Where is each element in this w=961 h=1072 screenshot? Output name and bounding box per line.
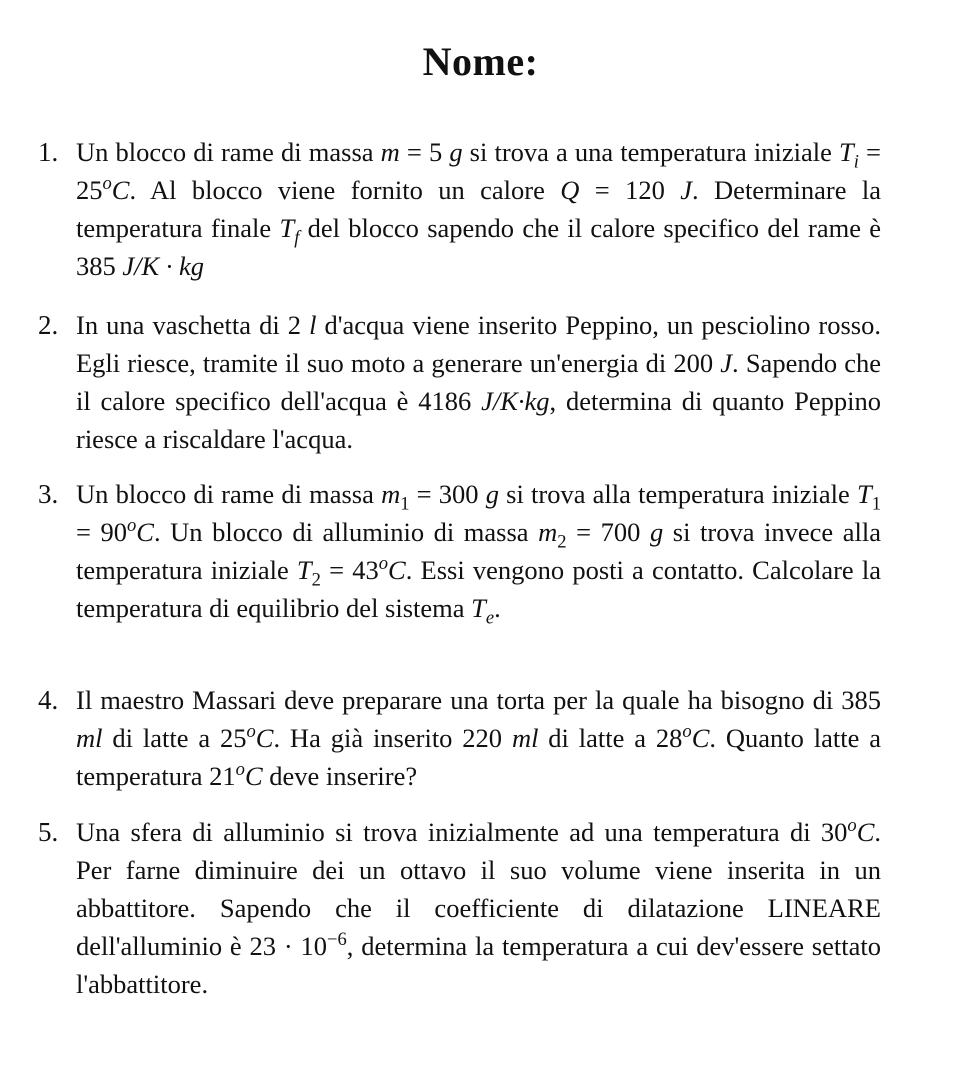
problem-number: 1. xyxy=(38,137,59,167)
problem-number: 4. xyxy=(38,685,59,715)
problem-text: Il maestro Massari deve preparare una torta per la quale ha bisogno di 385 ml di latte a 25$^o$C. Ha già inserito 220 ml di latte a 28$^o$C. Quanto latte a temperatura 21$^o$C deve inserire? xyxy=(76,685,881,791)
problem-text: Un blocco di rame di massa $m_1 = 300$ g si trova alla temperatura iniziale $T_1 = 90^oC$. Un blocco di alluminio di massa $m_2 = 700$ g si trova invece alla temperatura iniziale $T_2 = 43^oC$. Essi vengono posti a contatto. Calcolare la temperatura di equilibrio del sistema $T_e$. xyxy=(76,479,882,629)
problem-text: Un blocco di rame di massa m = 5 g si trova a una temperatura iniziale $T_i = 25^oC$. Al blocco viene fornito un calore Q = 120 J. Determinare la temperatura finale $T_f$ del blocco sapendo che il calore specifico del rame è 385 J/K · kg xyxy=(76,137,881,281)
problem-number: 2. xyxy=(38,310,59,340)
problem-number: 5. xyxy=(38,817,59,847)
problem-text: In una vaschetta di 2 l d'acqua viene inserito Peppino, un pesciolino rosso. Egli riesce, tramite il suo moto a generare un'energia di 200 J. Sapendo che il calore specifico dell'acqua è 4186 J/K·kg, determina di quanto Peppino riesce a riscaldare l'acqua. xyxy=(76,310,881,454)
page-title: Nome: xyxy=(422,39,539,84)
problem-text: Una sfera di alluminio si trova inizialmente ad una temperatura di 30$^o$C. Per farne diminuire dei un ottavo il suo volume viene inserita in un abbattitore. Sapendo che il coefficiente di dilatazione LINEARE dell'alluminio è $23 \cdot 10^{-6}$, determina la temperatura a cui dev'essere settato l'abbattitore. xyxy=(76,814,881,999)
problem-number: 3. xyxy=(38,479,59,509)
